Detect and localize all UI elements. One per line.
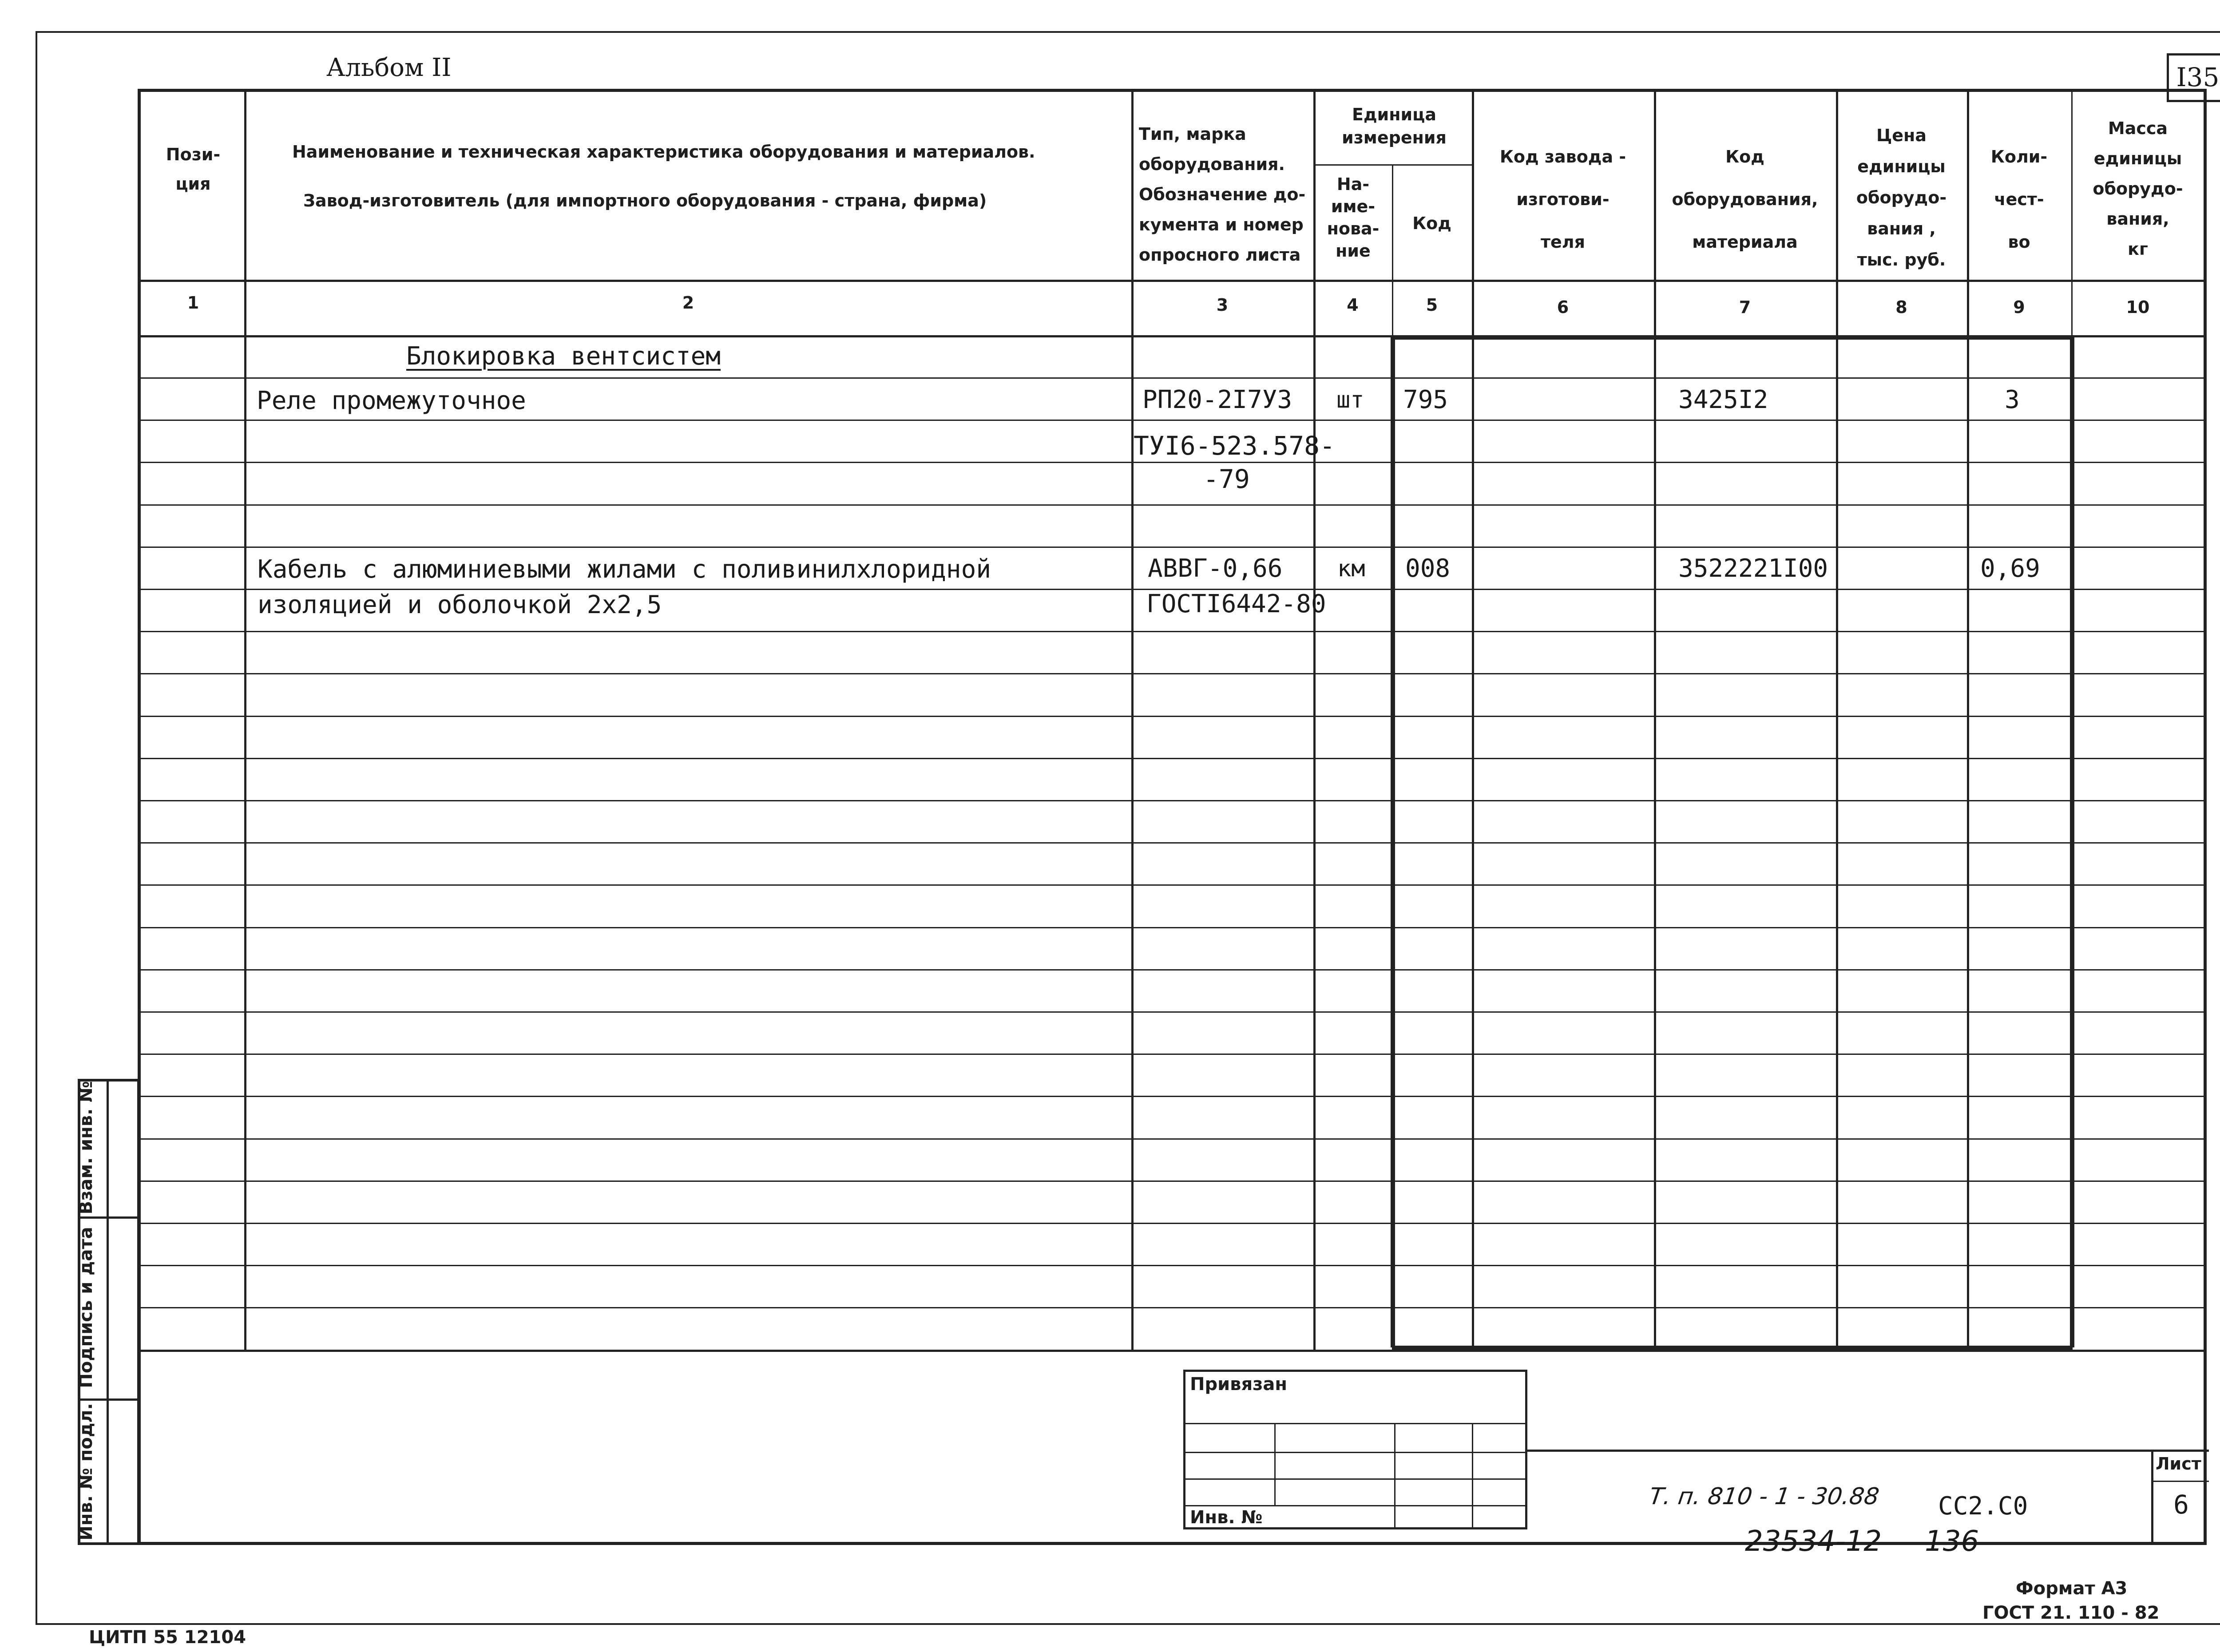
privyazan-col-3 [1472, 1423, 1473, 1529]
body-row-line-19 [140, 1138, 2207, 1140]
sheet-number: 6 [2173, 1490, 2189, 1520]
col-number-2: 2 [682, 293, 694, 313]
body-row-line-23 [140, 1307, 2207, 1308]
body-row-line-13 [140, 884, 2207, 886]
item2-unit: км [1337, 555, 1365, 582]
header-col-1: Пози- ция [166, 145, 221, 194]
designation-handwritten: Т. п. 810 - 1 - 30.88 [1647, 1483, 1881, 1510]
item1-doc-line2: -79 [1203, 464, 1250, 494]
item1-type: РП20-2I7У3 [1142, 385, 1292, 414]
col-number-5: 5 [1426, 295, 1438, 315]
body-row-line-14 [140, 927, 2207, 928]
sheet-label: Лист [2156, 1454, 2201, 1474]
body-row-line-10 [140, 758, 2207, 759]
item2-code: 008 [1405, 554, 1451, 583]
body-row-line-16 [140, 1011, 2207, 1013]
body-row-line-4 [140, 504, 2207, 506]
header-col-3: Тип, марка оборудования. Обозначение до- кумента и номер опросного листа [1139, 124, 1306, 265]
header-col-7: Код оборудования, материала [1672, 147, 1818, 252]
body-row-line-1 [140, 377, 2207, 379]
gost-label: ГОСТ 21. 110 - 82 [1982, 1603, 2160, 1623]
title-block-top-line [1527, 1450, 2209, 1452]
body-row-line-17 [140, 1054, 2207, 1055]
col-number-7: 7 [1739, 297, 1751, 317]
col-number-4: 4 [1347, 295, 1359, 315]
body-row-line-21 [140, 1223, 2207, 1224]
item1-equip-code: 3425I2 [1678, 385, 1768, 414]
side-stamp-vzam: Взам. инв. № [76, 1081, 96, 1215]
body-row-line-2 [140, 420, 2207, 421]
bold-frame-bottom [1392, 1346, 2071, 1350]
document-code: СС2.С0 [1938, 1492, 2028, 1521]
citp-label: ЦИТП 55 12104 [89, 1627, 246, 1648]
bold-frame-top [1392, 335, 2071, 340]
item2-name-line2: изоляцией и оболочкой 2х2,5 [258, 590, 662, 619]
body-row-line-5 [140, 547, 2207, 548]
header-unit-group: Единица измерения [1342, 105, 1447, 147]
header-col-5: Код [1412, 214, 1451, 233]
inv-no-label: Инв. № [1190, 1507, 1263, 1528]
body-row-line-15 [140, 969, 2207, 971]
column-line-7 [1836, 91, 1838, 1350]
item1-code: 795 [1403, 385, 1448, 414]
privyazan-row-2 [1183, 1452, 1527, 1453]
body-row-line-3 [140, 462, 2207, 463]
body-row-line-20 [140, 1181, 2207, 1182]
side-stamp-divider [107, 1079, 109, 1545]
col-number-1: 1 [187, 293, 199, 313]
col-number-6: 6 [1557, 297, 1569, 317]
column-line-3 [1313, 91, 1316, 1350]
item2-doc: ГОСТI6442-80 [1146, 590, 1326, 618]
item1-qty: 3 [2005, 385, 2020, 414]
body-row-line-8 [140, 673, 2207, 674]
bold-frame-left [1391, 336, 1395, 1347]
header-col-10: Масса единицы оборудо- вания, кг [2093, 119, 2183, 259]
column-line-6 [1654, 91, 1656, 1350]
item2-qty: 0,69 [1980, 554, 2040, 583]
column-line-5 [1472, 91, 1474, 1350]
col-number-3: 3 [1216, 295, 1229, 315]
body-row-line-9 [140, 716, 2207, 717]
body-row-line-11 [140, 800, 2207, 801]
col-number-9: 9 [2013, 297, 2025, 317]
item2-name-line1: Кабель с алюминиевыми жилами с поливинилхлоридной [258, 555, 991, 584]
privyazan-row-1 [1183, 1423, 1527, 1424]
side-stamp-podpis: Подпись и дата [76, 1227, 96, 1388]
bold-frame-right [2070, 336, 2074, 1347]
sheet-cell-divider [2151, 1481, 2209, 1482]
column-line-8 [1967, 91, 1969, 1350]
header-col-9: Коли- чест- во [1990, 147, 2048, 252]
item1-doc-line1: ТУI6-523.578- [1134, 431, 1335, 461]
header-col-4: На- име- нова- ние [1327, 174, 1380, 261]
col-number-8: 8 [1895, 297, 1907, 317]
item1-name: Реле промежуточное [257, 386, 526, 415]
body-row-line-18 [140, 1096, 2207, 1097]
privyazan-col-1 [1274, 1423, 1276, 1505]
privyazan-row-3 [1183, 1478, 1527, 1480]
side-stamp-inv: Инв. № подл. [76, 1403, 96, 1541]
header-col-2-line-1: Наименование и техническая характеристика оборудования и материалов. [292, 142, 1035, 162]
handwritten-page: 136 [1925, 1525, 1979, 1558]
header-bottom-line [140, 280, 2207, 282]
item2-type: АВВГ-0,66 [1148, 554, 1283, 583]
privyazan-row-4 [1183, 1505, 1527, 1506]
col-number-10: 10 [2126, 297, 2150, 317]
item2-equip-code: 3522221I00 [1678, 554, 1828, 583]
header-col-2-line-2: Завод-изготовитель (для импортного оборудования - страна, фирма) [303, 191, 987, 210]
body-row-line-22 [140, 1265, 2207, 1266]
header-col-8: Цена единицы оборудо- вания , тыс. руб. [1856, 126, 1947, 269]
body-row-line-7 [140, 631, 2207, 632]
privyazan-label: Привязан [1190, 1374, 1288, 1394]
section-title: Блокировка вентсистем [406, 342, 721, 371]
handwritten-number: 23534-12 [1745, 1525, 1882, 1558]
column-line-1 [244, 91, 246, 1350]
column-line-2 [1131, 91, 1134, 1350]
header-col-6: Код завода - изготови- теля [1499, 147, 1626, 252]
privyazan-col-2 [1394, 1423, 1395, 1529]
page-number: I35 [2176, 62, 2220, 92]
body-row-line-12 [140, 842, 2207, 844]
format-label: Формат А3 [2016, 1578, 2128, 1599]
album-label: Альбом II [326, 53, 452, 82]
item1-unit: шт [1336, 387, 1364, 413]
